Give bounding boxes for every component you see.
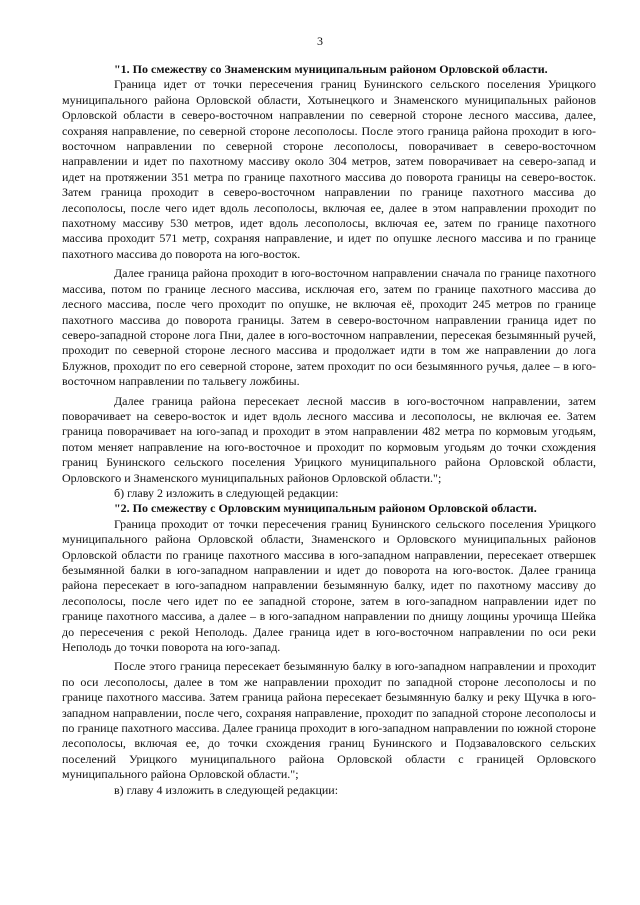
paragraph: Далее граница района пересекает лесной массив в юго-восточном направлении, затем поворачивает на северо-восток и идет вдоль лесного массива и лесополосы, не включая ее. Затем граница поворачивает на юго-запад и проходит в этом направлении 482 метра по кормовым угодьям, потом меняет направление на юго-восточное и проходит по кормовым угодьям до точки схождения границ Бунинского сельского поселения Урицкого муниципального района Орловской области, Орловского и Знаменского муниципальных районов Орловской области."; xyxy=(62,393,596,485)
paragraph: Граница идет от точки пересечения границ Бунинского сельского поселения Урицкого муниципального района Орловской области, Хотынецкого и Знаменского муниципальных районов Орловской области в северо-восточном направлении по северной стороне лесного массива, далее, сохраняя направление, по северной стороне лесополосы. После этого граница района проходит в юго-восточном направлении по северной стороне лесополосы, поворачивает в северо-восточном направлении и идет по пахотному массиву около 304 метров, затем поворачивает на северо-запад и идет на протяжении 351 метра по границе пахотного массива до поворота границы на северо-восток. Затем граница проходит в северо-восточном направлении по границе пахотного массива до лесополосы, после чего идет вдоль лесополосы, включая ее, далее в этом направлении проходит по пахотному массиву 530 метров, идет вдоль лесополосы, включая ее, затем по границе пахотного массива проходит 571 метр, сохраняя направление, и идет по опушке лесного массива и по границе пахотного массива до поворота на юго-восток. xyxy=(62,77,596,261)
paragraph: б) главу 2 изложить в следующей редакции: xyxy=(114,485,339,500)
section-heading: "2. По смежеству с Орловским муниципальным районом Орловской области. xyxy=(114,501,537,516)
paragraph: Граница проходит от точки пересечения границ Бунинского сельского поселения Урицкого муниципального района Орловской области, Знаменского и Орловского муниципальных районов Орловской области по границе пахотного массива в юго-западном направлении, пересекает отвершек безымянной балки в юго-западном направлении и идет до поворота на юго-восток. Далее граница района пересекает в юго-западном направлении безымянную балку, идет по пахотному массиву до лесополосы, после чего идет по ее западной стороне, затем в юго-западном направлении идет по границе пахотного массива, а далее – в юго-западном направлении по днищу лощины урочища Шейка до пересечения с рекой Неполодь. Далее граница идет в юго-восточном направлении по оси реки Неполодь до точки поворота на юго-запад. xyxy=(62,516,596,655)
paragraph: Далее граница района проходит в юго-восточном направлении сначала по границе пахотного массива, потом по границе лесного массива, исключая его, затем по границе пахотного массива до лесного массива, после чего проходит по опушке, не включая её, проходит 245 метров по границе пахотного массива до поворота границы. Затем в северо-восточном направлении граница идет по северо-западной стороне лога Пни, далее в юго-восточном направлении, пересекая безымянный ручей, проходит по северной стороне лесного массива и продолжает идти в том же направлении до лога Блужнов, проходит по его северной стороне, затем проходит по оси безымянного ручья, далее – в юго-восточном направлении по тальвегу ложбины. xyxy=(62,266,596,389)
section-heading: "1. По смежеству со Знаменским муниципальным районом Орловской области. xyxy=(114,62,548,76)
paragraph: После этого граница пересекает безымянную балку в юго-западном направлении и проходит по оси лесополосы, далее в том же направлении проходит по западной стороне лесополосы и по границе пахотного массива. Затем граница района пересекает безымянную балку и реку Щучка в юго-западном направлении, после чего, сохраняя направление, проходит по западной стороне лесополосы и по границе пахотного массива. Далее граница проходит в юго-западном направлении по южной стороне лесополосы, включая ее, до точки схождения границ Бунинского и Подзаваловского сельских поселений Урицкого муниципального района Орловской области с границей Орловского муниципального района Орловской области."; xyxy=(62,659,596,782)
document-body xyxy=(62,62,596,798)
paragraph: в) главу 4 изложить в следующей редакции: xyxy=(114,782,339,797)
page-number: 3 xyxy=(317,34,323,48)
